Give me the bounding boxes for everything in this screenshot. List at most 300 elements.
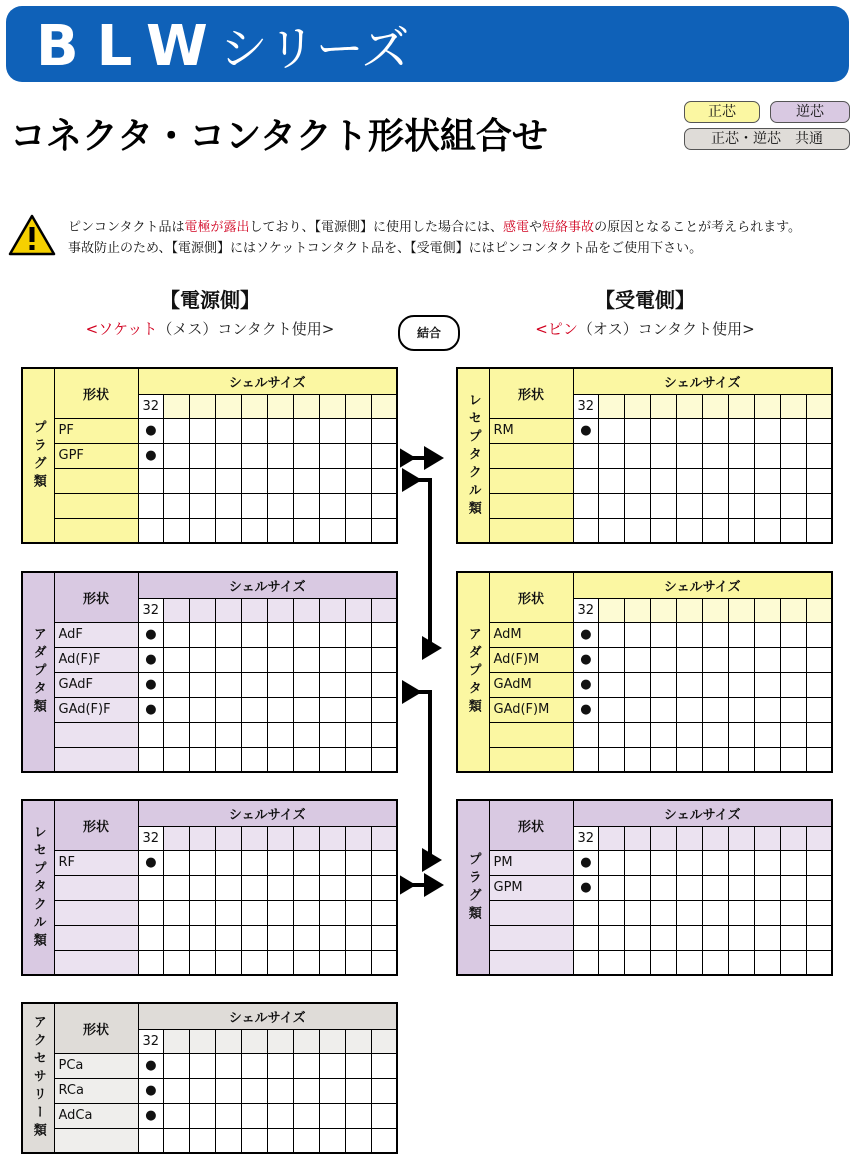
grid-cell bbox=[702, 647, 728, 672]
grid-cell bbox=[138, 1128, 164, 1153]
size-header-cell bbox=[371, 1029, 397, 1053]
shape-name: GPM bbox=[489, 875, 573, 900]
grid-cell bbox=[293, 518, 319, 543]
grid-cell bbox=[293, 950, 319, 975]
grid-cell bbox=[677, 672, 703, 697]
shell-size-header: シェルサイズ bbox=[573, 800, 832, 826]
grid-cell bbox=[216, 900, 242, 925]
grid-cell bbox=[754, 900, 780, 925]
grid-cell bbox=[754, 747, 780, 772]
grid-cell bbox=[216, 418, 242, 443]
grid-cell bbox=[190, 900, 216, 925]
grid-cell bbox=[806, 950, 832, 975]
category-label: アダプタ類 bbox=[22, 572, 54, 772]
grid-cell bbox=[267, 672, 293, 697]
grid-cell bbox=[319, 443, 345, 468]
table-row bbox=[457, 747, 832, 772]
grid-cell bbox=[345, 468, 371, 493]
power-side-heading: 【電源側】 bbox=[160, 288, 260, 312]
shape-name: AdF bbox=[54, 622, 138, 647]
table-row bbox=[22, 747, 397, 772]
grid-cell bbox=[651, 722, 677, 747]
warning-line-1: ピンコンタクト品は電極が露出しており、【電源側】に使用した場合には、感電や短絡事故の原因となることが考えられます。 bbox=[68, 220, 802, 235]
shape-name bbox=[489, 518, 573, 543]
table-row bbox=[22, 850, 397, 875]
table-row bbox=[22, 622, 397, 647]
shape-name: PF bbox=[54, 418, 138, 443]
grid-cell bbox=[319, 747, 345, 772]
shell-size-header: シェルサイズ bbox=[573, 572, 832, 598]
compatible-mark: ● bbox=[573, 647, 599, 672]
grid-cell bbox=[345, 418, 371, 443]
table-plug-right bbox=[456, 799, 833, 976]
grid-cell bbox=[754, 622, 780, 647]
grid-cell bbox=[728, 850, 754, 875]
shape-name bbox=[489, 950, 573, 975]
grid-cell bbox=[573, 900, 599, 925]
grid-cell bbox=[702, 518, 728, 543]
grid-cell bbox=[242, 518, 268, 543]
grid-cell bbox=[728, 622, 754, 647]
grid-cell bbox=[573, 950, 599, 975]
compatible-mark: ● bbox=[573, 672, 599, 697]
grid-cell bbox=[677, 697, 703, 722]
compatible-mark: ● bbox=[138, 647, 164, 672]
grid-cell bbox=[702, 925, 728, 950]
grid-cell bbox=[242, 1128, 268, 1153]
size-header-cell bbox=[371, 598, 397, 622]
grid-cell bbox=[267, 950, 293, 975]
grid-cell bbox=[293, 900, 319, 925]
grid-cell bbox=[267, 1103, 293, 1128]
grid-cell bbox=[728, 875, 754, 900]
grid-cell bbox=[754, 672, 780, 697]
size-header-cell bbox=[780, 826, 806, 850]
grid-cell bbox=[267, 722, 293, 747]
size-header-cell bbox=[625, 394, 651, 418]
grid-cell bbox=[190, 672, 216, 697]
grid-cell bbox=[728, 672, 754, 697]
table-row bbox=[22, 518, 397, 543]
category-label: プラグ類 bbox=[22, 368, 54, 543]
grid-cell bbox=[599, 747, 625, 772]
grid-cell bbox=[319, 1053, 345, 1078]
size-32-header: 32 bbox=[138, 598, 164, 622]
shape-name bbox=[489, 925, 573, 950]
compatible-mark: ● bbox=[573, 697, 599, 722]
grid-cell bbox=[242, 747, 268, 772]
grid-cell bbox=[345, 672, 371, 697]
join-label: 結合 bbox=[398, 315, 460, 351]
size-header-cell bbox=[216, 598, 242, 622]
grid-cell bbox=[267, 493, 293, 518]
grid-cell bbox=[651, 747, 677, 772]
grid-cell bbox=[319, 622, 345, 647]
grid-cell bbox=[780, 722, 806, 747]
grid-cell bbox=[754, 950, 780, 975]
grid-cell bbox=[573, 468, 599, 493]
grid-cell bbox=[599, 722, 625, 747]
grid-cell bbox=[216, 1103, 242, 1128]
grid-cell bbox=[267, 697, 293, 722]
grid-cell bbox=[216, 925, 242, 950]
shell-size-header: シェルサイズ bbox=[138, 572, 397, 598]
grid-cell bbox=[267, 1053, 293, 1078]
grid-cell bbox=[164, 647, 190, 672]
size-header-cell bbox=[702, 394, 728, 418]
size-header-cell bbox=[599, 826, 625, 850]
size-header-cell bbox=[242, 1029, 268, 1053]
grid-cell bbox=[138, 468, 164, 493]
table-row bbox=[457, 672, 832, 697]
size-header-cell bbox=[293, 394, 319, 418]
grid-cell bbox=[371, 1053, 397, 1078]
table-row bbox=[457, 493, 832, 518]
grid-cell bbox=[293, 875, 319, 900]
grid-cell bbox=[754, 875, 780, 900]
size-header-cell bbox=[345, 394, 371, 418]
grid-cell bbox=[754, 518, 780, 543]
table-row bbox=[22, 875, 397, 900]
grid-cell bbox=[267, 1078, 293, 1103]
table-row bbox=[22, 443, 397, 468]
grid-cell bbox=[293, 1103, 319, 1128]
grid-cell bbox=[190, 1078, 216, 1103]
grid-cell bbox=[164, 747, 190, 772]
grid-cell bbox=[216, 697, 242, 722]
grid-cell bbox=[371, 1103, 397, 1128]
grid-cell bbox=[190, 443, 216, 468]
warning-icon bbox=[8, 214, 56, 256]
category-label: レセプタクル類 bbox=[457, 368, 489, 543]
shape-name bbox=[54, 875, 138, 900]
grid-cell bbox=[345, 647, 371, 672]
grid-cell bbox=[806, 900, 832, 925]
grid-cell bbox=[806, 722, 832, 747]
grid-cell bbox=[702, 697, 728, 722]
grid-cell bbox=[164, 1103, 190, 1128]
grid-cell bbox=[319, 1103, 345, 1128]
table-row bbox=[22, 672, 397, 697]
grid-cell bbox=[345, 622, 371, 647]
size-header-cell bbox=[164, 826, 190, 850]
grid-cell bbox=[371, 950, 397, 975]
grid-cell bbox=[702, 672, 728, 697]
grid-cell bbox=[599, 443, 625, 468]
grid-cell bbox=[216, 722, 242, 747]
table-row bbox=[457, 518, 832, 543]
grid-cell bbox=[242, 950, 268, 975]
compatible-mark: ● bbox=[138, 1053, 164, 1078]
table-receptacle-right bbox=[456, 367, 833, 544]
grid-cell bbox=[780, 900, 806, 925]
grid-cell bbox=[371, 1128, 397, 1153]
grid-cell bbox=[216, 850, 242, 875]
grid-cell bbox=[345, 850, 371, 875]
grid-cell bbox=[702, 493, 728, 518]
shape-header: 形状 bbox=[54, 800, 138, 850]
size-header-cell bbox=[677, 394, 703, 418]
grid-cell bbox=[371, 925, 397, 950]
grid-cell bbox=[293, 622, 319, 647]
grid-cell bbox=[345, 875, 371, 900]
grid-cell bbox=[216, 950, 242, 975]
grid-cell bbox=[651, 518, 677, 543]
grid-cell bbox=[190, 1053, 216, 1078]
grid-cell bbox=[651, 875, 677, 900]
grid-cell bbox=[138, 747, 164, 772]
grid-cell bbox=[345, 900, 371, 925]
grid-cell bbox=[190, 493, 216, 518]
grid-cell bbox=[677, 518, 703, 543]
shape-name bbox=[54, 722, 138, 747]
size-header-cell bbox=[625, 598, 651, 622]
shape-name bbox=[54, 493, 138, 518]
grid-cell bbox=[345, 925, 371, 950]
size-header-cell bbox=[216, 394, 242, 418]
grid-cell bbox=[267, 647, 293, 672]
compatible-mark: ● bbox=[138, 850, 164, 875]
shape-name bbox=[54, 468, 138, 493]
grid-cell bbox=[806, 443, 832, 468]
size-header-cell bbox=[190, 1029, 216, 1053]
grid-cell bbox=[754, 418, 780, 443]
grid-cell bbox=[677, 493, 703, 518]
grid-cell bbox=[190, 697, 216, 722]
grid-cell bbox=[573, 722, 599, 747]
shape-name: Ad(F)F bbox=[54, 647, 138, 672]
table-row bbox=[22, 1053, 397, 1078]
grid-cell bbox=[293, 850, 319, 875]
grid-cell bbox=[345, 697, 371, 722]
size-header-cell bbox=[371, 826, 397, 850]
table-accessory-left bbox=[21, 1002, 398, 1154]
shape-header: 形状 bbox=[489, 572, 573, 622]
grid-cell bbox=[625, 875, 651, 900]
grid-cell bbox=[677, 900, 703, 925]
grid-cell bbox=[216, 672, 242, 697]
grid-cell bbox=[806, 747, 832, 772]
grid-cell bbox=[599, 672, 625, 697]
grid-cell bbox=[702, 747, 728, 772]
grid-cell bbox=[319, 722, 345, 747]
table-row bbox=[22, 468, 397, 493]
table-row bbox=[22, 722, 397, 747]
warning-text bbox=[68, 217, 853, 259]
compatible-mark: ● bbox=[573, 418, 599, 443]
grid-cell bbox=[702, 418, 728, 443]
grid-cell bbox=[702, 900, 728, 925]
compatible-mark: ● bbox=[138, 697, 164, 722]
shape-name bbox=[54, 518, 138, 543]
grid-cell bbox=[625, 900, 651, 925]
shape-name bbox=[489, 443, 573, 468]
grid-cell bbox=[625, 950, 651, 975]
size-header-cell bbox=[242, 598, 268, 622]
bent-arrow-icon bbox=[418, 480, 438, 648]
series-name bbox=[36, 10, 409, 79]
shape-name bbox=[54, 950, 138, 975]
grid-cell bbox=[806, 875, 832, 900]
grid-cell bbox=[216, 622, 242, 647]
grid-cell bbox=[242, 850, 268, 875]
size-header-cell bbox=[319, 1029, 345, 1053]
grid-cell bbox=[702, 950, 728, 975]
grid-cell bbox=[728, 518, 754, 543]
grid-cell bbox=[164, 443, 190, 468]
table-row bbox=[457, 900, 832, 925]
size-header-cell bbox=[190, 598, 216, 622]
grid-cell bbox=[728, 900, 754, 925]
grid-cell bbox=[319, 1128, 345, 1153]
grid-cell bbox=[319, 418, 345, 443]
size-header-cell bbox=[677, 598, 703, 622]
grid-cell bbox=[190, 747, 216, 772]
grid-cell bbox=[242, 622, 268, 647]
shape-header: 形状 bbox=[54, 572, 138, 622]
grid-cell bbox=[728, 925, 754, 950]
grid-cell bbox=[267, 622, 293, 647]
grid-cell bbox=[806, 672, 832, 697]
grid-cell bbox=[677, 722, 703, 747]
shape-name bbox=[489, 900, 573, 925]
grid-cell bbox=[293, 1053, 319, 1078]
shape-name: AdCa bbox=[54, 1103, 138, 1128]
size-header-cell bbox=[651, 598, 677, 622]
size-header-cell bbox=[164, 598, 190, 622]
grid-cell bbox=[573, 518, 599, 543]
grid-cell bbox=[728, 950, 754, 975]
size-header-cell bbox=[806, 598, 832, 622]
grid-cell bbox=[216, 468, 242, 493]
grid-cell bbox=[293, 647, 319, 672]
grid-cell bbox=[728, 747, 754, 772]
grid-cell bbox=[677, 622, 703, 647]
grid-cell bbox=[702, 468, 728, 493]
grid-cell bbox=[371, 468, 397, 493]
table-row bbox=[22, 900, 397, 925]
grid-cell bbox=[702, 875, 728, 900]
grid-cell bbox=[293, 418, 319, 443]
size-header-cell bbox=[754, 394, 780, 418]
grid-cell bbox=[345, 950, 371, 975]
grid-cell bbox=[267, 900, 293, 925]
shape-name: PCa bbox=[54, 1053, 138, 1078]
shape-header: 形状 bbox=[54, 368, 138, 418]
shape-header: 形状 bbox=[54, 1003, 138, 1053]
grid-cell bbox=[164, 925, 190, 950]
grid-cell bbox=[754, 468, 780, 493]
grid-cell bbox=[780, 697, 806, 722]
table-row bbox=[22, 1078, 397, 1103]
shape-name: GAdF bbox=[54, 672, 138, 697]
grid-cell bbox=[164, 900, 190, 925]
grid-cell bbox=[625, 418, 651, 443]
table-row bbox=[457, 875, 832, 900]
grid-cell bbox=[190, 622, 216, 647]
grid-cell bbox=[625, 747, 651, 772]
grid-cell bbox=[702, 850, 728, 875]
size-header-cell bbox=[599, 598, 625, 622]
series-latin: BLW bbox=[36, 14, 226, 79]
grid-cell bbox=[780, 647, 806, 672]
grid-cell bbox=[190, 925, 216, 950]
grid-cell bbox=[371, 747, 397, 772]
table-row bbox=[457, 697, 832, 722]
size-32-header: 32 bbox=[138, 1029, 164, 1053]
grid-cell bbox=[164, 672, 190, 697]
shape-name: RF bbox=[54, 850, 138, 875]
grid-cell bbox=[651, 925, 677, 950]
grid-cell bbox=[190, 1128, 216, 1153]
grid-cell bbox=[242, 418, 268, 443]
grid-cell bbox=[345, 1053, 371, 1078]
grid-cell bbox=[651, 697, 677, 722]
size-header-cell bbox=[651, 394, 677, 418]
grid-cell bbox=[242, 468, 268, 493]
receiving-side-subheading: <ピン（オス）コンタクト使用> bbox=[535, 320, 755, 338]
size-header-cell bbox=[293, 826, 319, 850]
grid-cell bbox=[702, 622, 728, 647]
grid-cell bbox=[267, 518, 293, 543]
grid-cell bbox=[625, 697, 651, 722]
grid-cell bbox=[651, 443, 677, 468]
grid-cell bbox=[345, 1103, 371, 1128]
grid-cell bbox=[371, 518, 397, 543]
table-row bbox=[457, 468, 832, 493]
category-label: アダプタ類 bbox=[457, 572, 489, 772]
grid-cell bbox=[242, 875, 268, 900]
grid-cell bbox=[806, 493, 832, 518]
grid-cell bbox=[780, 850, 806, 875]
grid-cell bbox=[806, 418, 832, 443]
grid-cell bbox=[242, 1078, 268, 1103]
grid-cell bbox=[754, 722, 780, 747]
size-header-cell bbox=[728, 826, 754, 850]
grid-cell bbox=[728, 697, 754, 722]
grid-cell bbox=[371, 493, 397, 518]
size-header-cell bbox=[599, 394, 625, 418]
grid-cell bbox=[138, 900, 164, 925]
grid-cell bbox=[651, 493, 677, 518]
shape-name bbox=[54, 747, 138, 772]
grid-cell bbox=[702, 443, 728, 468]
compatible-mark: ● bbox=[138, 1078, 164, 1103]
grid-cell bbox=[677, 925, 703, 950]
table-row bbox=[22, 925, 397, 950]
compatible-mark: ● bbox=[138, 672, 164, 697]
size-header-cell bbox=[780, 598, 806, 622]
category-label: アクセサリー類 bbox=[22, 1003, 54, 1153]
grid-cell bbox=[319, 493, 345, 518]
grid-cell bbox=[293, 697, 319, 722]
grid-cell bbox=[780, 518, 806, 543]
size-header-cell bbox=[293, 1029, 319, 1053]
grid-cell bbox=[371, 443, 397, 468]
grid-cell bbox=[371, 622, 397, 647]
grid-cell bbox=[625, 443, 651, 468]
grid-cell bbox=[190, 950, 216, 975]
compatible-mark: ● bbox=[573, 875, 599, 900]
warning-line-2: 事故防止のため、【電源側】にはソケットコンタクト品を、【受電側】にはピンコンタクト品をご使用下さい。 bbox=[68, 241, 703, 256]
grid-cell bbox=[780, 672, 806, 697]
legend-common: 正芯・逆芯 共通 bbox=[684, 128, 850, 150]
grid-cell bbox=[267, 875, 293, 900]
grid-cell bbox=[806, 518, 832, 543]
grid-cell bbox=[190, 850, 216, 875]
grid-cell bbox=[216, 1053, 242, 1078]
shape-name: GPF bbox=[54, 443, 138, 468]
